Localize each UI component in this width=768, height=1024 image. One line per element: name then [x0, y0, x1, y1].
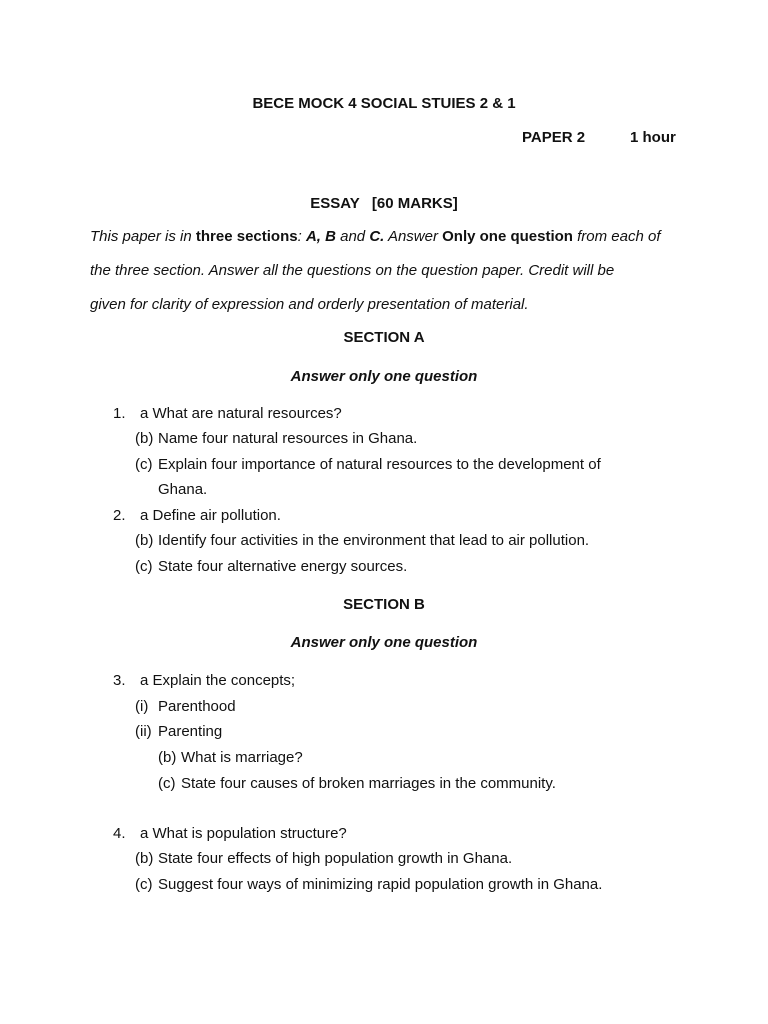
question-part-c: Suggest four ways of minimizing rapid population growth in Ghana. — [158, 876, 603, 893]
question-part-label: (c) — [158, 775, 176, 792]
intro-line-3: given for clarity of expression and orderly presentation of material. — [90, 296, 529, 313]
question-part-b: What is marriage? — [181, 749, 303, 766]
question-part-c: State four alternative energy sources. — [158, 558, 408, 575]
question-number: 4. — [113, 825, 126, 842]
question-part-label: (c) — [135, 456, 153, 473]
question-part-label: (b) — [135, 532, 154, 549]
intro-text: from each of — [572, 228, 661, 245]
question-subpart-ii: Parenting — [158, 723, 223, 740]
section-b-title: SECTION B — [343, 596, 425, 613]
intro-line-1 — [90, 228, 690, 245]
question-part-a: a Explain the concepts; — [140, 672, 296, 689]
question-part-c: State four causes of broken marriages in the community. — [181, 775, 556, 792]
question-part-a: a What is population structure? — [140, 825, 347, 842]
intro-text: : — [297, 228, 306, 245]
question-part-label: (c) — [135, 876, 153, 893]
section-a-instruction: Answer only one question — [290, 368, 478, 385]
intro-text: Answer — [384, 228, 443, 245]
question-part-b: State four effects of high population growth in Ghana. — [158, 850, 513, 867]
essay-heading: ESSAY [60 MARKS] — [310, 195, 458, 212]
section-a-title: SECTION A — [343, 329, 425, 346]
intro-line-2: the three section. Answer all the questions on the question paper. Credit will be — [90, 262, 615, 279]
question-part-a: a Define air pollution. — [140, 507, 281, 524]
question-part-label: (b) — [158, 749, 177, 766]
question-subpart-label: (ii) — [135, 723, 152, 740]
question-part-label: (c) — [135, 558, 153, 575]
paper-duration: 1 hour — [630, 129, 676, 146]
intro-emphasis: C. — [369, 228, 385, 245]
exam-title: BECE MOCK 4 SOCIAL STUIES 2 & 1 — [252, 95, 516, 112]
question-part-b: Name four natural resources in Ghana. — [158, 430, 418, 447]
question-number: 1. — [113, 405, 126, 422]
intro-text: This paper is in — [90, 228, 196, 245]
question-part-label: (b) — [135, 850, 154, 867]
question-subpart-i: Parenthood — [158, 698, 236, 715]
intro-text: and — [335, 228, 370, 245]
intro-emphasis: A, B — [305, 228, 336, 245]
question-part-label: (b) — [135, 430, 154, 447]
intro-emphasis: Only one question — [442, 228, 573, 245]
question-part-c: Explain four importance of natural resources to the development of — [158, 456, 601, 473]
section-b-instruction: Answer only one question — [290, 634, 478, 651]
paper-number: PAPER 2 — [522, 129, 586, 146]
question-part-b: Identify four activities in the environment that lead to air pollution. — [158, 532, 590, 549]
intro-emphasis: three sections — [195, 228, 298, 245]
question-number: 3. — [113, 672, 126, 689]
question-number: 2. — [113, 507, 126, 524]
question-part-c-continued: Ghana. — [158, 481, 208, 498]
question-part-a: a What are natural resources? — [140, 405, 342, 422]
question-subpart-label: (i) — [135, 698, 149, 715]
